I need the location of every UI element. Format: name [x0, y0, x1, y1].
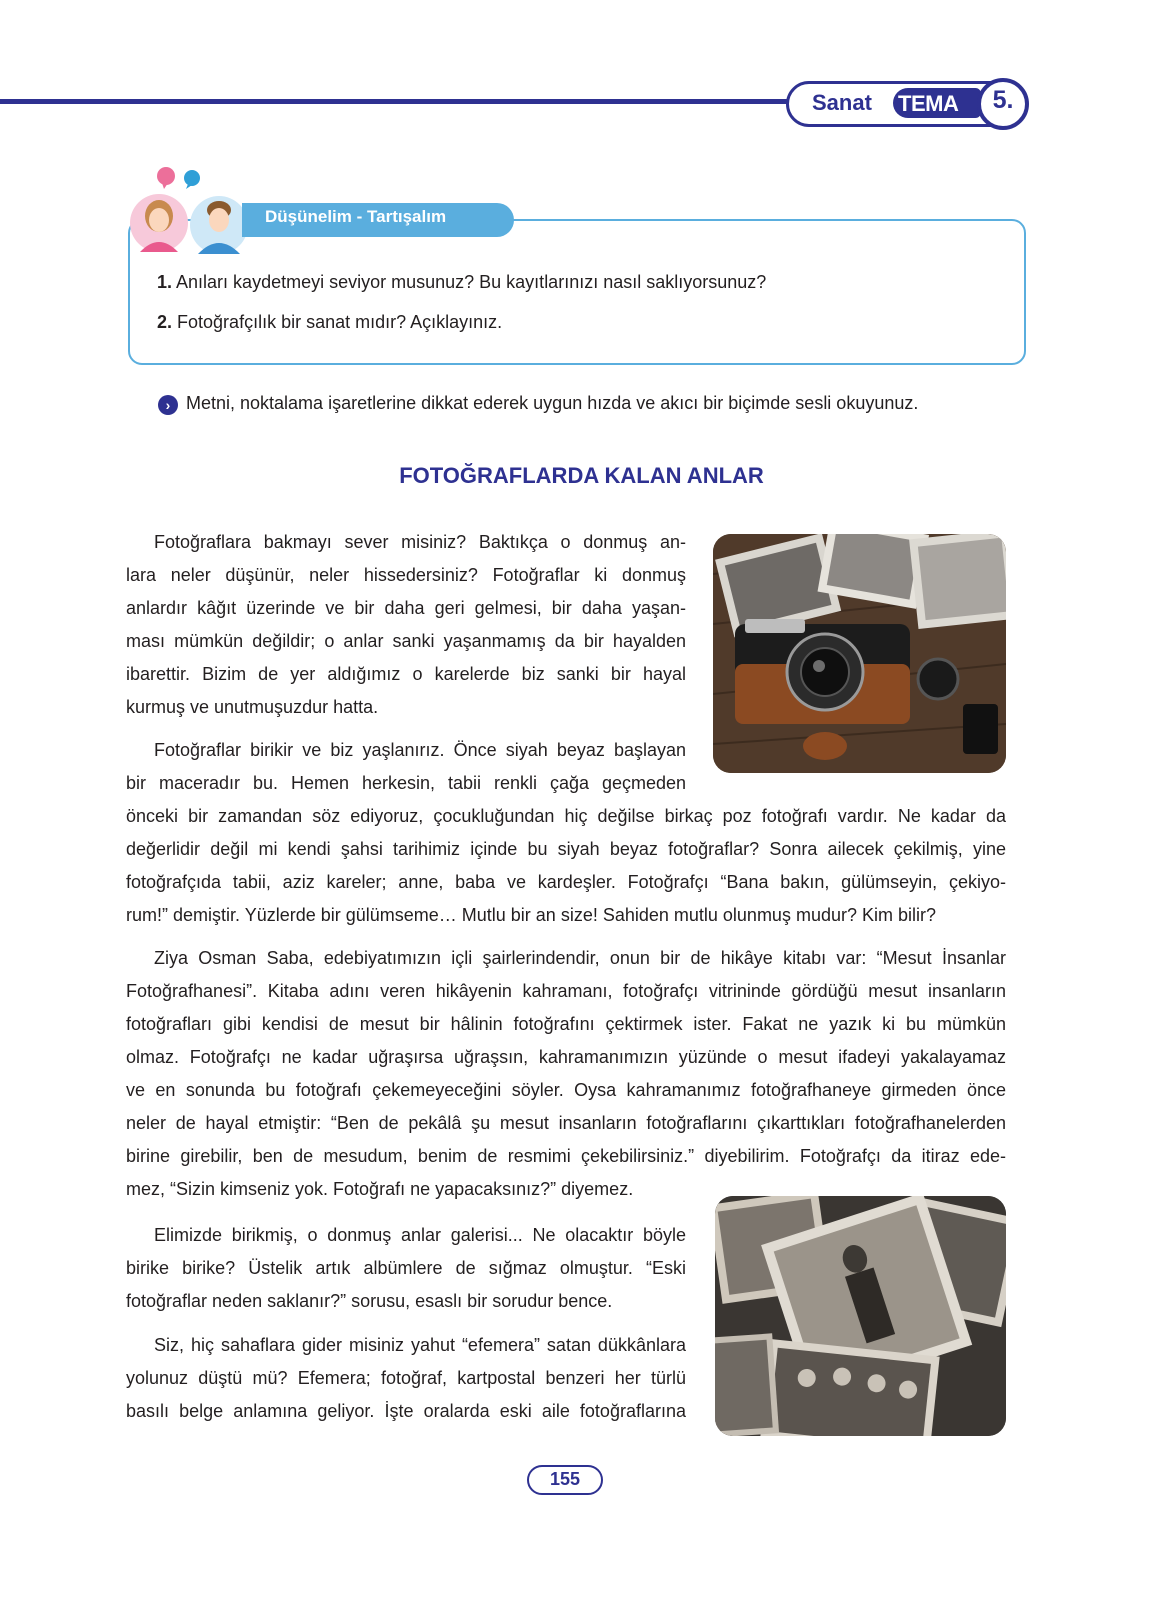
- discussion-title: Düşünelim - Tartışalım: [265, 207, 447, 226]
- page-number: 155: [549, 1469, 581, 1489]
- text-line: önceki bir zamandan söz ediyoruz, çocukluğundan hiç değilse birkaç poz fotoğrafı vardır. Ne kadar da: [126, 806, 1006, 826]
- text-line: birine girebilir, ben de mesudum, benim de resmimi çekebilirsiniz.” diyebilirim. Fotoğrafçı da itiraz ede-: [126, 1146, 1006, 1166]
- paragraph-2-top: [126, 734, 686, 800]
- text-line: değerlidir değil mi kendi şahsi tarihimiz içinde bu siyah beyaz fotoğraflar? Sonra ailecek çekilmiş, yine: [126, 839, 1006, 859]
- paragraph-2-bottom: [126, 800, 1006, 932]
- text-line: Elimizde birikmiş, o donmuş anlar galerisi... Ne olacaktır böyle: [154, 1225, 686, 1245]
- text-line: Siz, hiç sahaflara gider misiniz yahut “efemera” satan dükkânlara: [154, 1335, 686, 1355]
- text-line: olmaz. Fotoğrafçı ne kadar uğraşırsa uğraşsın, kahramanımızın yüzünde o mesut ifadeyi yakalayamaz: [126, 1047, 1006, 1067]
- paragraph-3: [126, 942, 1006, 1206]
- tema-label: TEMA: [898, 91, 959, 116]
- header-rule: [0, 99, 800, 104]
- discussion-question: [157, 312, 502, 333]
- text-line: Ziya Osman Saba, edebiyatımızın içli şairlerindendir, onun bir de hikâye kitabı var: “Mesut İnsanlar: [154, 948, 1006, 968]
- discussion-dotted-rule: [500, 219, 1005, 221]
- camera-photo: [713, 534, 1006, 773]
- text-line: lara neler düşünür, neler hissedersiniz? Fotoğraflar ki donmuş: [126, 565, 686, 585]
- reading-instruction: Metni, noktalama işaretlerine dikkat ederek uygun hızda ve akıcı bir biçimde sesli okuyunuz.: [186, 393, 919, 413]
- article-title: FOTOĞRAFLARDA KALAN ANLAR: [399, 463, 764, 488]
- text-line: Fotoğraflar birikir ve biz yaşlanırız. Önce siyah beyaz başlayan: [154, 740, 686, 760]
- text-line: Fotoğraflara bakmayı sever misiniz? Baktıkça o donmuş an-: [154, 532, 686, 552]
- paragraph-1: [126, 526, 686, 724]
- text-line: basılı belge anlamına geliyor. İşte oralarda eski aile fotoğraflarına: [126, 1401, 686, 1421]
- question-number: 2.: [157, 312, 173, 332]
- text-line: neler de hayal etmiştir: “Ben de pekâlâ şu mesut insanların fotoğraflarını çıkarttıkları fotoğrafhanelerden: [126, 1113, 1006, 1133]
- text-line: ve en sonunda bu fotoğrafı çekemeyeceğini söyler. Oysa kahramanımız fotoğrafhaneye girmeden önce: [126, 1080, 1006, 1100]
- question-text: Anıları kaydetmeyi seviyor musunuz? Bu kayıtlarınızı nasıl saklıyorsunuz?: [176, 272, 767, 292]
- text-line: yolunuz düştü mü? Efemera; fotoğraf, kartpostal benzeri her türlü: [126, 1368, 686, 1388]
- text-line: ması mümkün değildir; o anlar sanki yaşanmamış da bir hayalden: [126, 631, 686, 651]
- paragraph-5: [126, 1329, 686, 1428]
- question-text: Fotoğrafçılık bir sanat mıdır? Açıklayınız.: [177, 312, 503, 332]
- theme-label: Sanat: [812, 90, 872, 115]
- question-number: 1.: [157, 272, 173, 292]
- text-line: rum!” demiştir. Yüzlerde bir gülümseme… Mutlu bir an size! Sahiden mutlu olunmuş mudur? Kim bilir?: [126, 905, 936, 925]
- text-line: fotoğraflar neden saklanır?” sorusu, esaslı bir sorudur bence.: [126, 1291, 613, 1311]
- text-line: kurmuş ve unutmuşuzdur hatta.: [126, 697, 379, 717]
- text-line: anlardır kâğıt üzerinde ve bir daha geri gelmesi, bir daha yaşan-: [126, 598, 686, 618]
- text-line: fotoğrafları gibi kendisi de mesut bir hâlinin fotoğrafını çektirmek ister. Fakat ne yazık ki bu mümkün: [126, 1014, 1006, 1034]
- text-line: fotoğrafçıda tabii, aziz kareler; anne, baba ve kardeşler. Fotoğrafçı “Bana bakın, gülümseyin, çekiyo-: [126, 872, 1006, 892]
- text-line: mez, “Sizin kimseniz yok. Fotoğrafı ne yapacaksınız?” diyemez.: [126, 1179, 634, 1199]
- text-line: birike birike? Üstelik artık albümlere de sığmaz olmuştur. “Eski: [126, 1258, 686, 1278]
- chevron-right-icon: ›: [158, 395, 178, 415]
- tema-number: 5.: [992, 86, 1014, 114]
- text-line: bir maceradır bu. Hemen herkesin, tabii renkli çağa geçmeden: [126, 773, 686, 793]
- children-avatar-icon: [128, 160, 258, 260]
- paragraph-4: [126, 1219, 686, 1318]
- text-line: Fotoğrafhanesi”. Kitaba adını veren hikâyenin kahramanı, fotoğrafçı vitrininde gördüğü mesut insanların: [126, 981, 1006, 1001]
- discussion-question: [157, 272, 766, 293]
- old-photos-photo: [715, 1196, 1006, 1436]
- text-line: ibarettir. Bizim de yer aldığımız o karelerde biz sanki bir hayal: [126, 664, 686, 684]
